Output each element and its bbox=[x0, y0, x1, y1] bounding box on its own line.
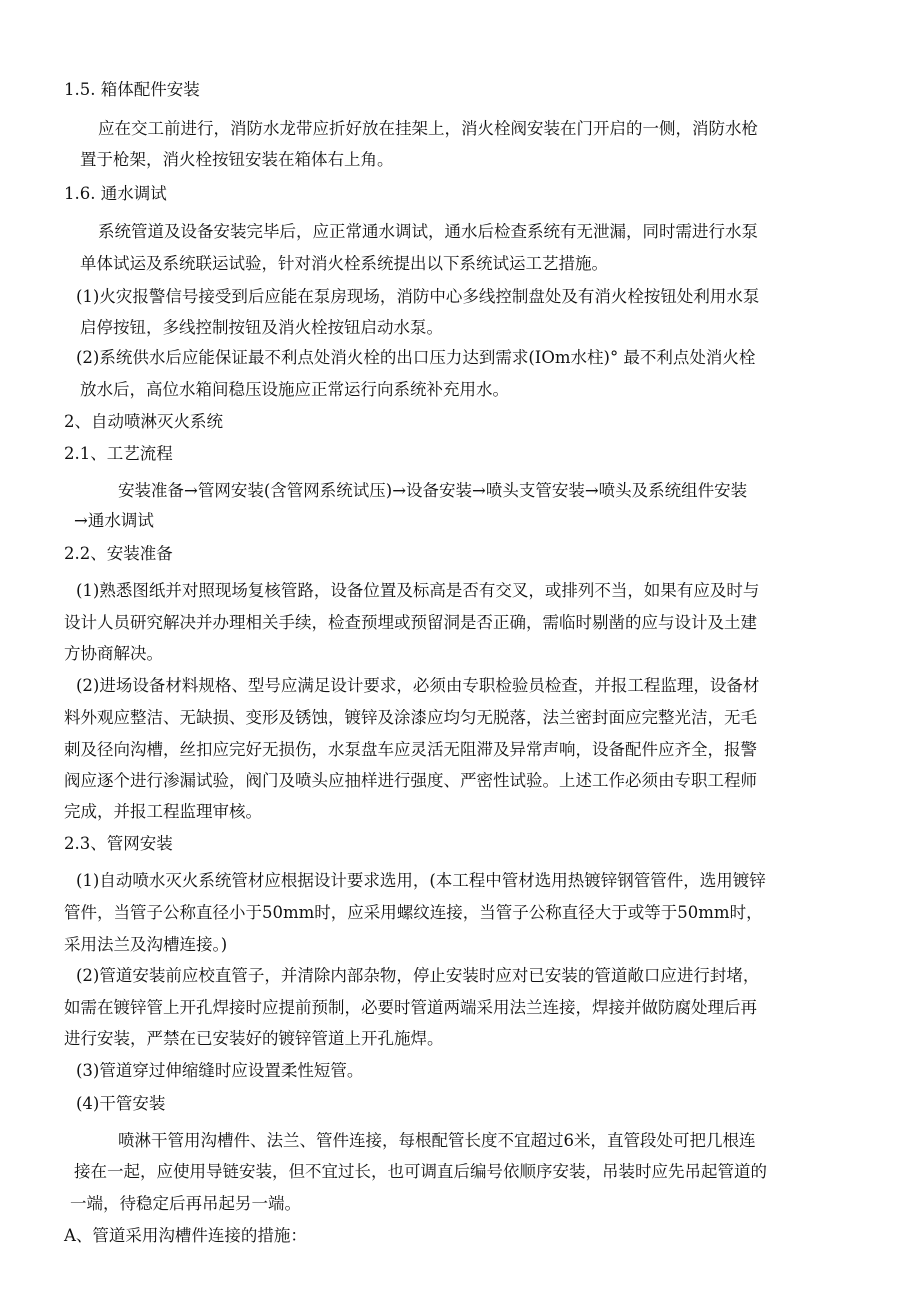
list-item-line: 管件，当管子公称直径小于50mm时，应采用螺纹连接，当管子公称直径大于或等于50mm时， bbox=[64, 903, 763, 922]
list-item-line: 方协商解决。 bbox=[64, 644, 163, 663]
list-item-line: 完成，并报工程监理审核。 bbox=[64, 802, 262, 821]
list-item-line: 进行安装，严禁在已安装好的镀锌管道上开孔施焊。 bbox=[64, 1029, 444, 1048]
flow-line: →通水调试 bbox=[74, 511, 154, 530]
para-line: 接在一起，应使用导链安装，但不宜过长，也可调直后编号依顺序安装，吊装时应先吊起管道的 bbox=[74, 1162, 767, 1181]
heading-1-6: 1.6. 通水调试 bbox=[64, 184, 167, 203]
para-line: 应在交工前进行，消防水龙带应折好放在挂架上，消火栓阀安装在门开启的一侧，消防水枪 bbox=[98, 119, 758, 138]
flow-line: 安装准备→管网安装(含管网系统试压)→设备安装→喷头支管安装→喷头及系统组件安装 bbox=[118, 481, 748, 500]
list-item-line: 刺及径向沟槽，丝扣应完好无损伤，水泵盘车应灵活无阻滞及异常声响，设备配件应齐全，报警 bbox=[64, 740, 757, 759]
para-line: 喷淋干管用沟槽件、法兰、管件连接，每根配管长度不宜超过6米，直管段处可把几根连 bbox=[118, 1131, 756, 1150]
list-item-line: (1)自动喷水灭火系统管材应根据设计要求选用，(本工程中管材选用热镀锌钢管管件，选用镀锌 bbox=[76, 871, 766, 890]
list-item-line: (3)管道穿过伸缩缝时应设置柔性短管。 bbox=[76, 1061, 364, 1080]
list-item-line: 采用法兰及沟槽连接。) bbox=[64, 935, 228, 954]
list-item-line: (1)火灾报警信号接受到后应能在泵房现场，消防中心多线控制盘处及有消火栓按钮处利用水泵 bbox=[76, 287, 760, 306]
list-item-line: 如需在镀锌管上开孔焊接时应提前预制，必要时管道两端采用法兰连接，焊接并做防腐处理后再 bbox=[64, 998, 757, 1017]
list-item-line: (1)熟悉图纸并对照现场复核管路，设备位置及标高是否有交叉，或排列不当，如果有应及时与 bbox=[76, 581, 760, 600]
list-item-line: (4)干管安装 bbox=[76, 1094, 166, 1113]
list-item-line: 放水后，高位水箱间稳压设施应正常运行向系统补充用水。 bbox=[80, 380, 509, 399]
heading-2-3: 2.3、管网安装 bbox=[64, 834, 173, 853]
list-item-line: (2)系统供水后应能保证最不利点处消火栓的出口压力达到需求(IOm水柱)° 最不利点处消火栓 bbox=[76, 348, 756, 367]
subheading-a: A、管道采用沟槽件连接的措施： bbox=[64, 1226, 307, 1245]
para-line: 一端，待稳定后再吊起另一端。 bbox=[70, 1194, 301, 1213]
list-item-line: (2)管道安装前应校直管子，并清除内部杂物，停止安装时应对已安装的管道敞口应进行封堵， bbox=[76, 966, 760, 985]
heading-2-1: 2.1、工艺流程 bbox=[64, 444, 173, 463]
list-item-line: 阀应逐个进行渗漏试验，阀门及喷头应抽样进行强度、严密性试验。上述工作必须由专职工程师 bbox=[64, 771, 757, 790]
list-item-line: (2)进场设备材料规格、型号应满足设计要求，必须由专职检验员检查，并报工程监理，设备材 bbox=[76, 676, 760, 695]
para-line: 单体试运及系统联运试验，针对消火栓系统提出以下系统试运工艺措施。 bbox=[80, 254, 608, 273]
list-item-line: 启停按钮，多线控制按钮及消火栓按钮启动水泵。 bbox=[80, 318, 443, 337]
heading-1-5: 1.5. 箱体配件安装 bbox=[64, 80, 200, 99]
list-item-line: 设计人员研究解决并办理相关手续，检查预埋或预留洞是否正确，需临时剔凿的应与设计及土建 bbox=[64, 613, 757, 632]
para-line: 置于枪架，消火栓按钮安装在箱体右上角。 bbox=[80, 150, 394, 169]
para-line: 系统管道及设备安装完毕后，应正常通水调试，通水后检查系统有无泄漏，同时需进行水泵 bbox=[98, 222, 758, 241]
list-item-line: 料外观应整洁、无缺损、变形及锈蚀，镀锌及涂漆应均匀无脱落，法兰密封面应完整光洁，无毛 bbox=[64, 708, 757, 727]
heading-2: 2、自动喷淋灭火系统 bbox=[64, 412, 223, 431]
heading-2-2: 2.2、安装准备 bbox=[64, 544, 173, 563]
